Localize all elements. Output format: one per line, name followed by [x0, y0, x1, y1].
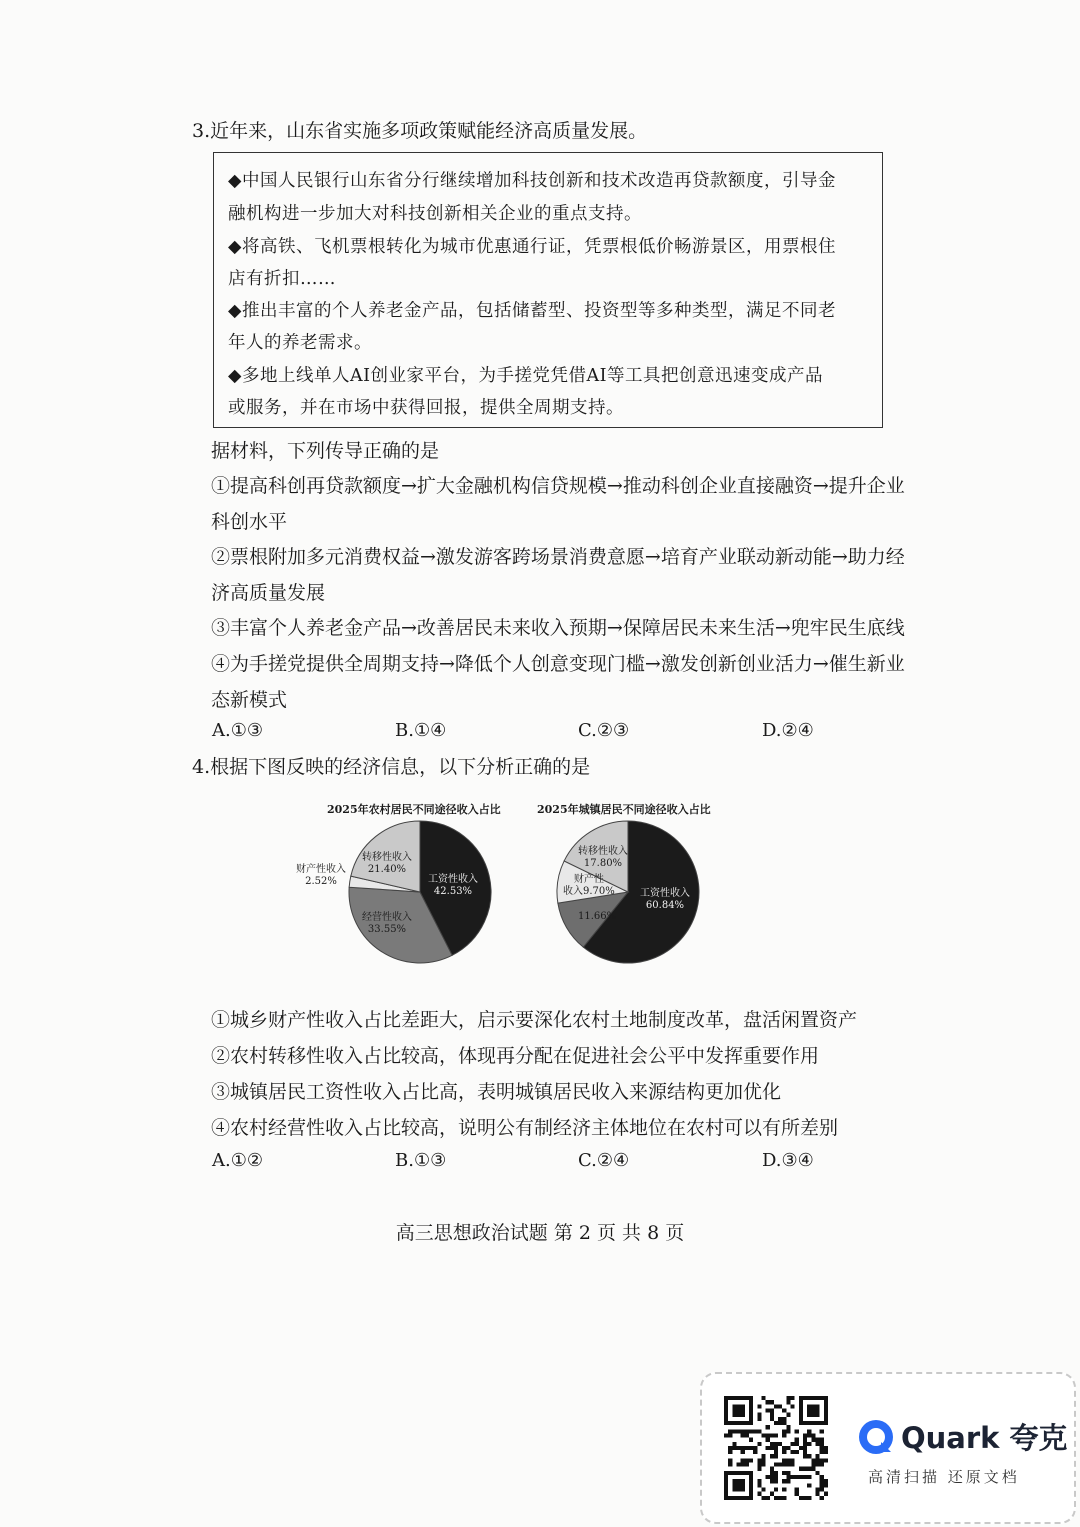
- q4-choice-c: C.②④: [578, 1150, 630, 1171]
- q4-choice-b: B.①③: [395, 1150, 447, 1171]
- material-line: ◆中国人民银行山东省分行继续增加科技创新和技术改造再贷款额度，引导金: [228, 171, 836, 191]
- material-line: 店有折扣……: [228, 269, 336, 289]
- q4-choice-a: A.①②: [212, 1150, 263, 1171]
- rural-label-property: 财产性收入 2.52%: [296, 864, 346, 887]
- material-line: ◆多地上线单人AI创业家平台，为手搓党凭借AI等工具把创意迅速变成产品: [228, 366, 824, 386]
- q4-choice-d: D.③④: [762, 1150, 814, 1171]
- q3-choice-c: C.②③: [578, 720, 630, 741]
- q3-title: 3.近年来，山东省实施多项政策赋能经济高质量发展。: [192, 120, 648, 142]
- q3-stem: 据材料，下列传导正确的是: [211, 440, 440, 462]
- quark-brand: [857, 1416, 1068, 1457]
- q3-choice-d: D.②④: [762, 720, 814, 741]
- material-line: ◆将高铁、飞机票根转化为城市优惠通行证，凭票根低价畅游景区，用票根住: [228, 237, 836, 257]
- quark-watermark: [700, 1372, 1076, 1524]
- urban-label-property: 财产性 收入9.70%: [563, 874, 615, 897]
- q4-title: 4.根据下图反映的经济信息，以下分析正确的是: [192, 756, 591, 778]
- q4-option-line: ③城镇居民工资性收入占比高，表明城镇居民收入来源结构更加优化: [211, 1081, 782, 1103]
- q3-option-line: ①提高科创再贷款额度→扩大金融机构信贷规模→推动科创企业直接融资→提升企业: [211, 475, 905, 497]
- quark-brand-name: Quark 夸克: [901, 1421, 1068, 1455]
- q3-option-line: ②票根附加多元消费权益→激发游客跨场景消费意愿→培育产业联动新动能→助力经: [211, 546, 905, 568]
- rural-label-transfer: 转移性收入 21.40%: [362, 852, 412, 875]
- urban-pie-title: 2025年城镇居民不同途径收入占比: [537, 803, 711, 816]
- q4-option-line: ④农村经营性收入占比较高，说明公有制经济主体地位在农村可以有所差别: [211, 1117, 839, 1139]
- material-line: 或服务，并在市场中获得回报，提供全周期支持。: [228, 398, 624, 418]
- urban-label-wage: 工资性收入 60.84%: [640, 888, 690, 911]
- q3-choice-b: B.①④: [395, 720, 447, 741]
- q3-option-line: ④为手搓党提供全周期支持→降低个人创意变现门槛→激发创新创业活力→催生新业: [211, 653, 905, 675]
- rural-pie-title: 2025年农村居民不同途径收入占比: [327, 803, 501, 816]
- quark-logo-icon: [857, 1418, 895, 1456]
- material-line: ◆推出丰富的个人养老金产品，包括储蓄型、投资型等多种类型，满足不同老: [228, 301, 836, 321]
- q3-option-line: 科创水平: [211, 511, 288, 533]
- q4-option-line: ①城乡财产性收入占比差距大，启示要深化农村土地制度改革，盘活闲置资产: [211, 1009, 858, 1031]
- qr-code-icon: [724, 1396, 828, 1500]
- q3-option-line: 济高质量发展: [211, 582, 326, 604]
- q3-option-line: ③丰富个人养老金产品→改善居民未来收入预期→保障居民未来生活→兜牢民生底线: [211, 617, 905, 639]
- urban-label-transfer: 转移性收入 17.80%: [578, 846, 628, 869]
- q3-choice-a: A.①③: [212, 720, 263, 741]
- urban-label-business: 11.66%: [578, 911, 617, 922]
- q4-option-line: ②农村转移性收入占比较高，体现再分配在促进社会公平中发挥重要作用: [211, 1045, 820, 1067]
- quark-tagline: 高清扫描 还原文档: [868, 1468, 1020, 1486]
- material-line: 年人的养老需求。: [228, 333, 372, 353]
- page-footer: 高三思想政治试题 第 2 页 共 8 页: [395, 1222, 685, 1244]
- rural-label-business: 经营性收入 33.55%: [362, 912, 412, 935]
- rural-label-wage: 工资性收入 42.53%: [428, 874, 478, 897]
- q3-option-line: 态新模式: [211, 689, 288, 711]
- material-line: 融机构进一步加大对科技创新相关企业的重点支持。: [228, 204, 642, 224]
